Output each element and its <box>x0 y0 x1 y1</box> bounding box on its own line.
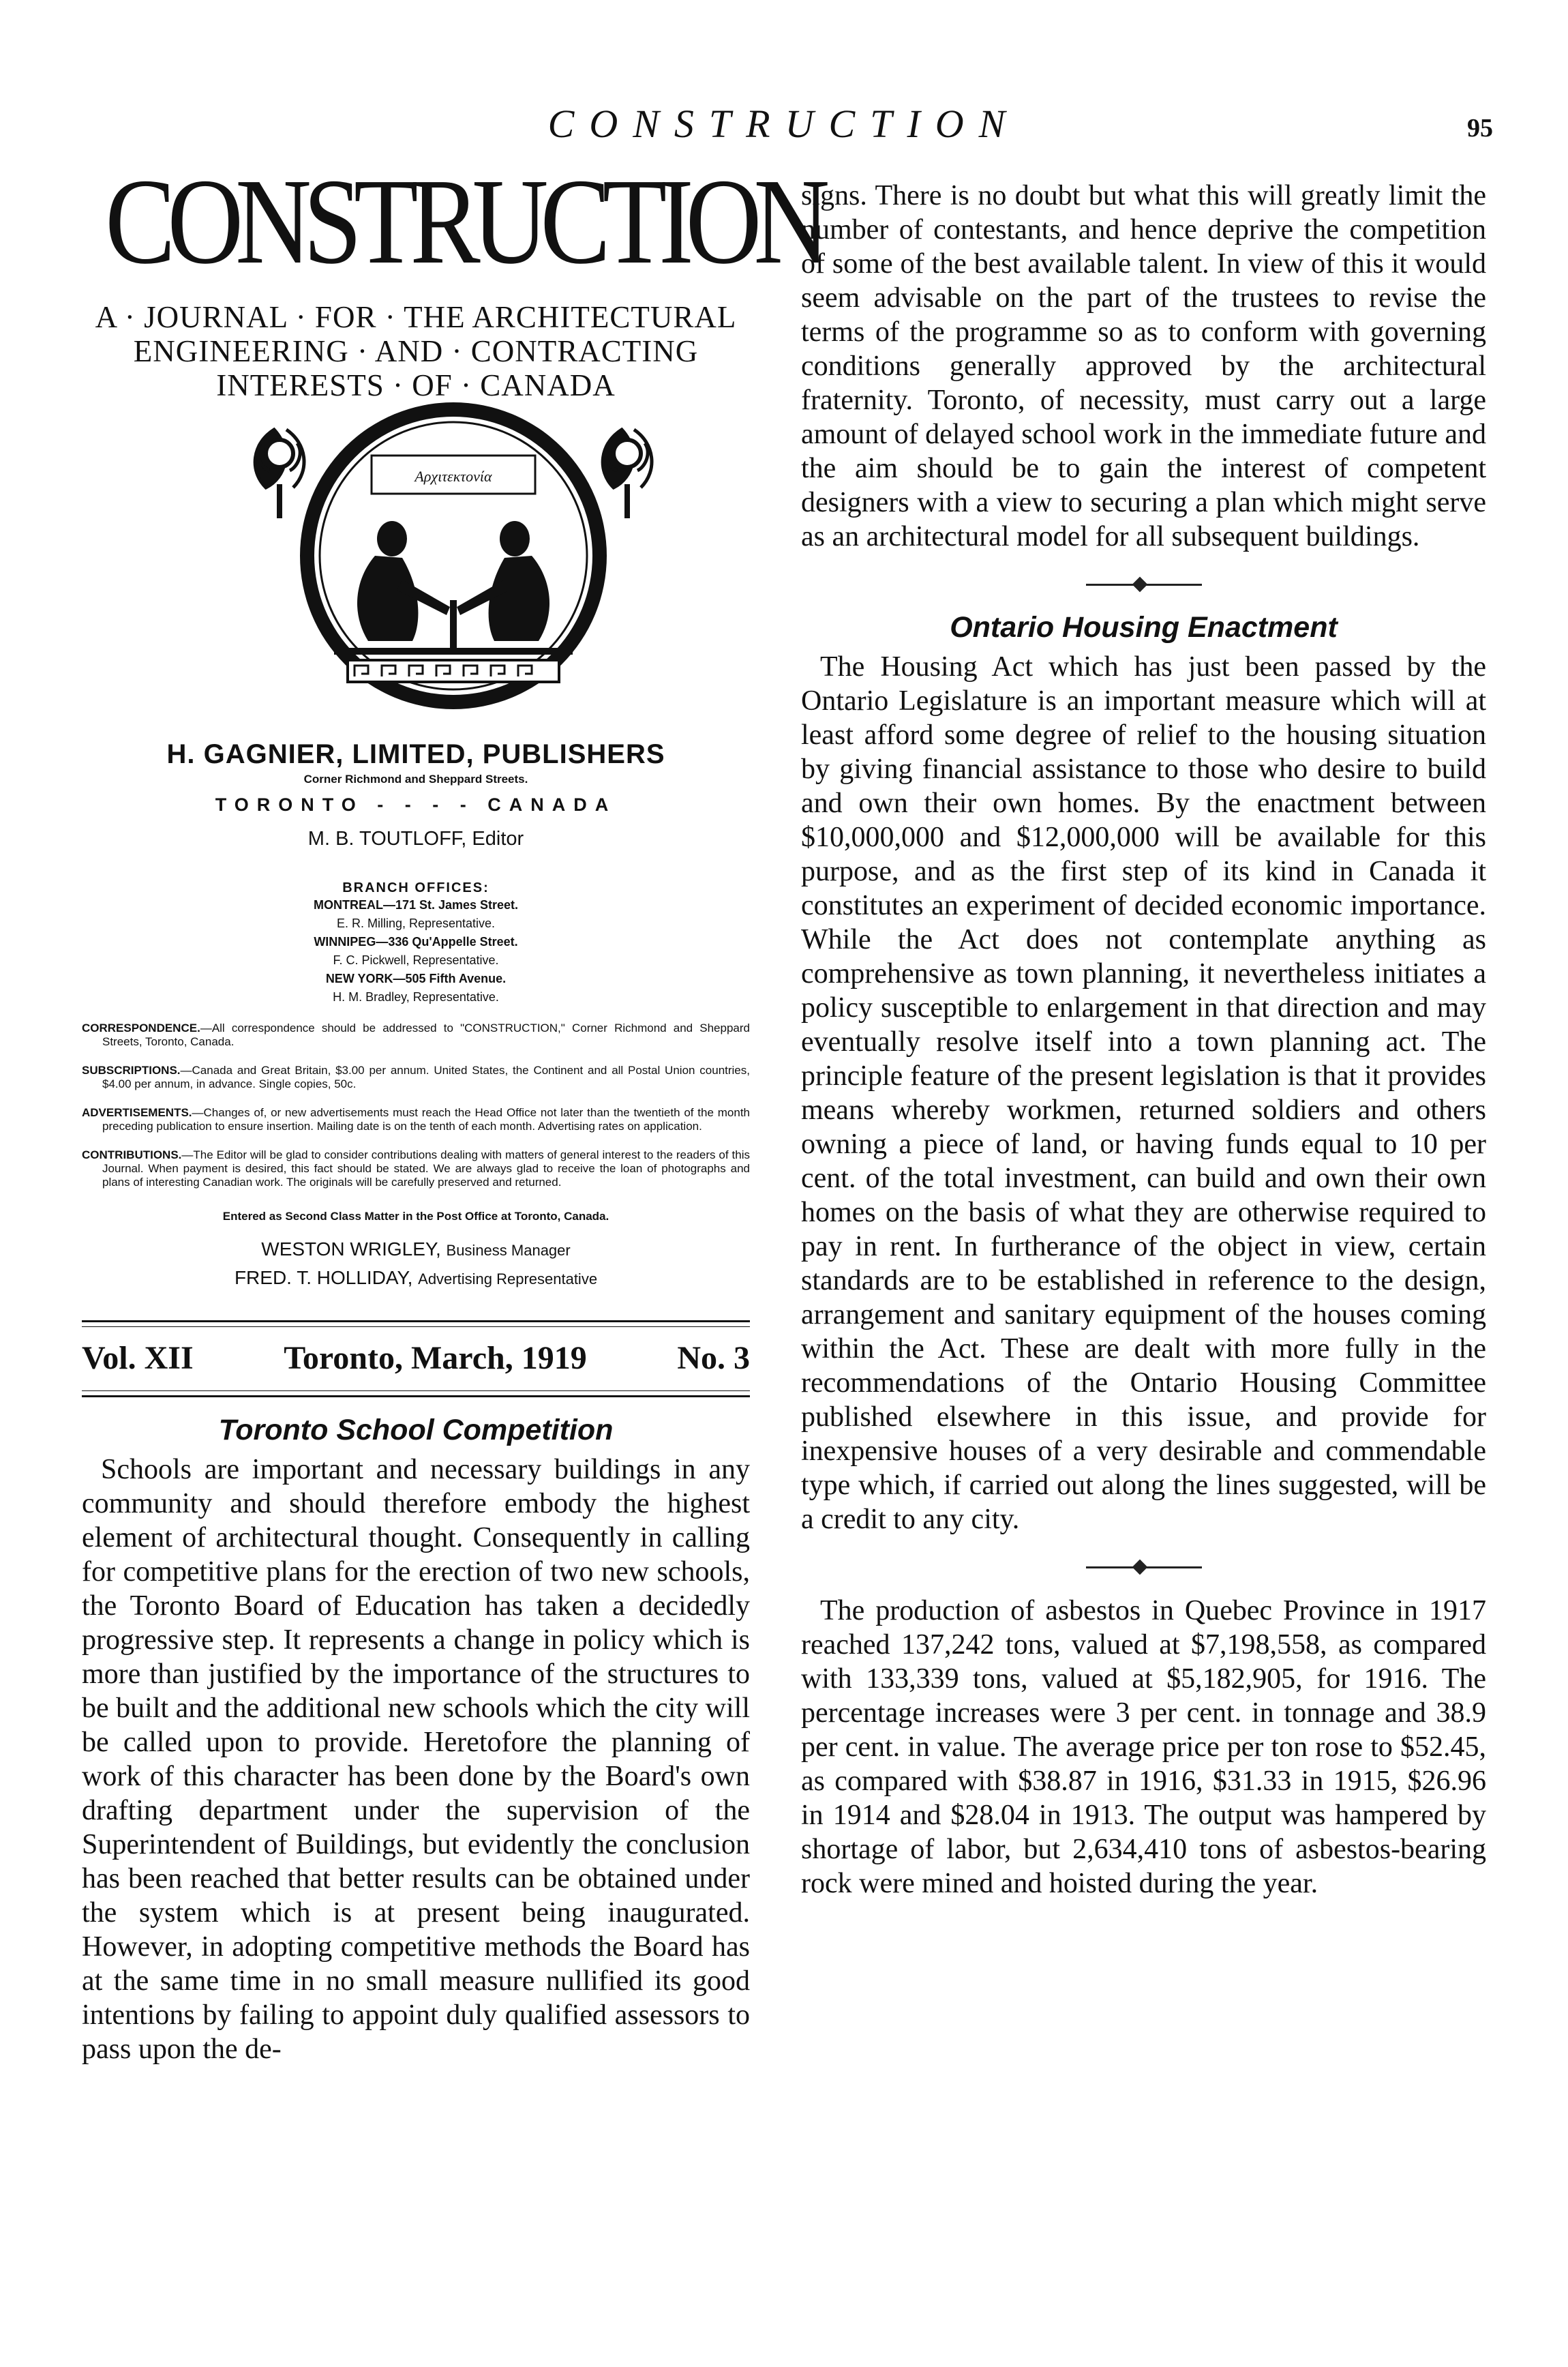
tagline-line-3: INTERESTS · OF · CANADA <box>216 368 616 402</box>
running-head <box>0 101 1568 149</box>
notice-subscriptions <box>82 1064 750 1091</box>
publisher-city: TORONTO - - - - CANADA <box>215 794 617 815</box>
advertising-representative <box>82 1264 750 1293</box>
article-body-housing: The Housing Act which has just been passed by the Ontario Legislature is an important measure which will at least afford some degree of relief to the housing situation by giving financial assistance to those who desire to build and own their own homes. By the enactment between $10,000,000 and $12,000,000 will be available for this purpose, and as the first step of its kind in Canada it constitutes an experiment of decided economic importance. While the Act does not contemplate anything as comprehensive as town planning, it nevertheless initiates a policy susceptible to enlargement in that direction and may eventually resolve itself into a town planning act. The principle feature of the present legislation is that it provides means whereby workmen, returned soldiers and others owning a piece of land, or having funds equal to 10 per cent. of the total investment, can build and own their own homes on the basis of what they are otherwise required to pay in rent. In furtherance of the object in view, certain standards are to be established in reference to the design, arrangement and sanitary equipment of the houses coming within the Act. These are dealt with more fully in the recommendations of the Ontario Housing Committee published elsewhere in this issue, and provide for inexpensive houses of a very desirable and commendable type which, if carried out along the lines suggested, will be a credit to any city. <box>801 651 1486 1535</box>
advertising-name: FRED. T. HOLLIDAY, <box>234 1267 413 1288</box>
branch-office-line: H. M. Bradley, Representative. <box>333 990 499 1004</box>
notice-text: —The Editor will be glad to consider contributions dealing with matters of general interest to the readers of this Journal. When payment is desired, this fact should be stated. We are always glad to receive the loan of photographs and plans of interesting Canadian work. The originals will be carefully preserved and returned. <box>102 1148 750 1189</box>
ornament-divider-icon <box>1086 584 1202 586</box>
section-divider <box>801 578 1486 591</box>
masthead-tagline <box>82 300 750 402</box>
entered-notice: Entered as Second Class Matter in the Post Office at Toronto, Canada. <box>222 1210 609 1223</box>
issue-header <box>82 1320 750 1397</box>
issue-place-date: Toronto, March, 1919 <box>284 1340 587 1376</box>
article-body-school-competition: Schools are important and necessary buildings in any community and should therefore embody the highest element of architectural thought. Consequently in calling for competitive plans for the erection of two new schools, the Toronto Board of Education has taken a decidedly progressive step. It represents a change in policy which is more than justified by the importance of the structures to be built and the additional new schools which the city will be called upon to provide. Heretofore the planning of work of this character has been done by the Board's own drafting department under the supervision of the Superintendent of Buildings, but evidently the conclusion has been reached that better results can be obtained under the system which is at present being inaugurated. However, in adopting competitive methods the Board has at the same time in no small measure nullified its good intentions by failing to appoint duly qualified assessors to pass upon the de- <box>82 1454 750 2065</box>
branch-office-line: F. C. Pickwell, Representative. <box>333 953 499 967</box>
branch-offices-title: BRANCH OFFICES: <box>342 880 489 895</box>
notice-contributions <box>82 1148 750 1189</box>
emblem-illustration <box>82 402 750 723</box>
tagline-line-2: ENGINEERING · AND · CONTRACTING <box>133 334 699 368</box>
left-column <box>82 153 822 2066</box>
notice-text: —Canada and Great Britain, $3.00 per annum. United States, the Continent and all Postal Union countries, $4.00 per annum, in advance. Single copies, 50c. <box>102 1064 750 1090</box>
publisher-address: Corner Richmond and Sheppard Streets. <box>303 773 528 786</box>
notice-lead: CORRESPONDENCE. <box>82 1022 200 1034</box>
article-continuation-school-competition: signs. There is no doubt but what this will greatly limit the number of contestants, and hence deprive the competition of some of the best available talent. In view of this it would seem advisable on the part of the trustees to revise the terms of the programme so as to conform with governing conditions generally approved by the architectural fraternity. Toronto, of necessity, must carry out a large amount of delayed school work in the immediate future and the aim should be to gain the interest of competent designers with a view to securing a plan which might serve as an architectural model for all subsequent buildings. <box>801 180 1486 552</box>
emblem-inscription: Αρχιτεκτονία <box>414 468 492 485</box>
business-manager <box>82 1236 750 1264</box>
advertising-role: Advertising Representative <box>418 1270 598 1287</box>
article-body-asbestos: The production of asbestos in Quebec Province in 1917 reached 137,242 tons, valued at $7,198,558, as compared with 133,339 tons, valued at $5,182,905, for 1916. The percentage increases were 3 per cent. in tonnage and 38.9 per cent. in value. The average price per ton rose to $52.45, as compared with $38.87 in 1916, $31.33 in 1915, $26.96 in 1914 and $28.04 in 1913. The output was hampered by shortage of labor, but 2,634,410 tons of asbestos-bearing rock were mined and hoisted during the year. <box>801 1595 1486 1899</box>
branch-office-line: E. R. Milling, Representative. <box>336 917 496 930</box>
branch-office-line: MONTREAL—171 St. James Street. <box>313 898 519 912</box>
issue-line <box>82 1327 750 1386</box>
branch-office-line: WINNIPEG—336 Qu'Appelle Street. <box>314 935 518 949</box>
notice-lead: SUBSCRIPTIONS. <box>82 1064 181 1077</box>
ornament-divider-icon <box>1086 1566 1202 1568</box>
notice-correspondence <box>82 1022 750 1049</box>
notice-text: —All correspondence should be addressed to "CONSTRUCTION," Corner Richmond and Sheppard Streets, Toronto, Canada. <box>102 1022 750 1048</box>
divider-rule <box>82 1320 750 1322</box>
article-heading-school-competition: Toronto School Competition <box>218 1414 614 1446</box>
page-number: 95 <box>1467 114 1493 143</box>
manager-name: WESTON WRIGLEY, <box>261 1238 441 1260</box>
article-heading-housing: Ontario Housing Enactment <box>950 611 1338 644</box>
divider-rule <box>82 1390 750 1391</box>
notice-advertisements <box>82 1106 750 1133</box>
volume: Vol. XII <box>82 1340 194 1376</box>
emblem <box>82 402 750 723</box>
running-title: CONSTRUCTION <box>547 102 1021 146</box>
issue-number: No. 3 <box>677 1340 750 1376</box>
editor-line: M. B. TOUTLOFF, Editor <box>307 828 524 850</box>
notice-text: —Changes of, or new advertisements must reach the Head Office not later than the twentieth of the month preceding publication to ensure insertion. Mailing date is on the tenth of each month. Advertising rates on application. <box>102 1106 750 1133</box>
right-column <box>801 179 1486 1901</box>
manager-role: Business Manager <box>446 1242 571 1259</box>
left-laurel-icon <box>255 430 304 518</box>
tagline-line-1: A · JOURNAL · FOR · THE ARCHITECTURAL <box>95 300 737 334</box>
divider-rule <box>82 1395 750 1397</box>
section-divider <box>801 1561 1486 1573</box>
masthead-title: CONSTRUCTION <box>105 153 822 289</box>
publisher-name: H. GAGNIER, LIMITED, PUBLISHERS <box>166 739 665 769</box>
notice-lead: ADVERTISEMENTS. <box>82 1106 192 1119</box>
branch-office-line: NEW YORK—505 Fifth Avenue. <box>325 972 507 985</box>
right-laurel-icon <box>603 430 652 518</box>
notice-lead: CONTRIBUTIONS. <box>82 1148 182 1161</box>
